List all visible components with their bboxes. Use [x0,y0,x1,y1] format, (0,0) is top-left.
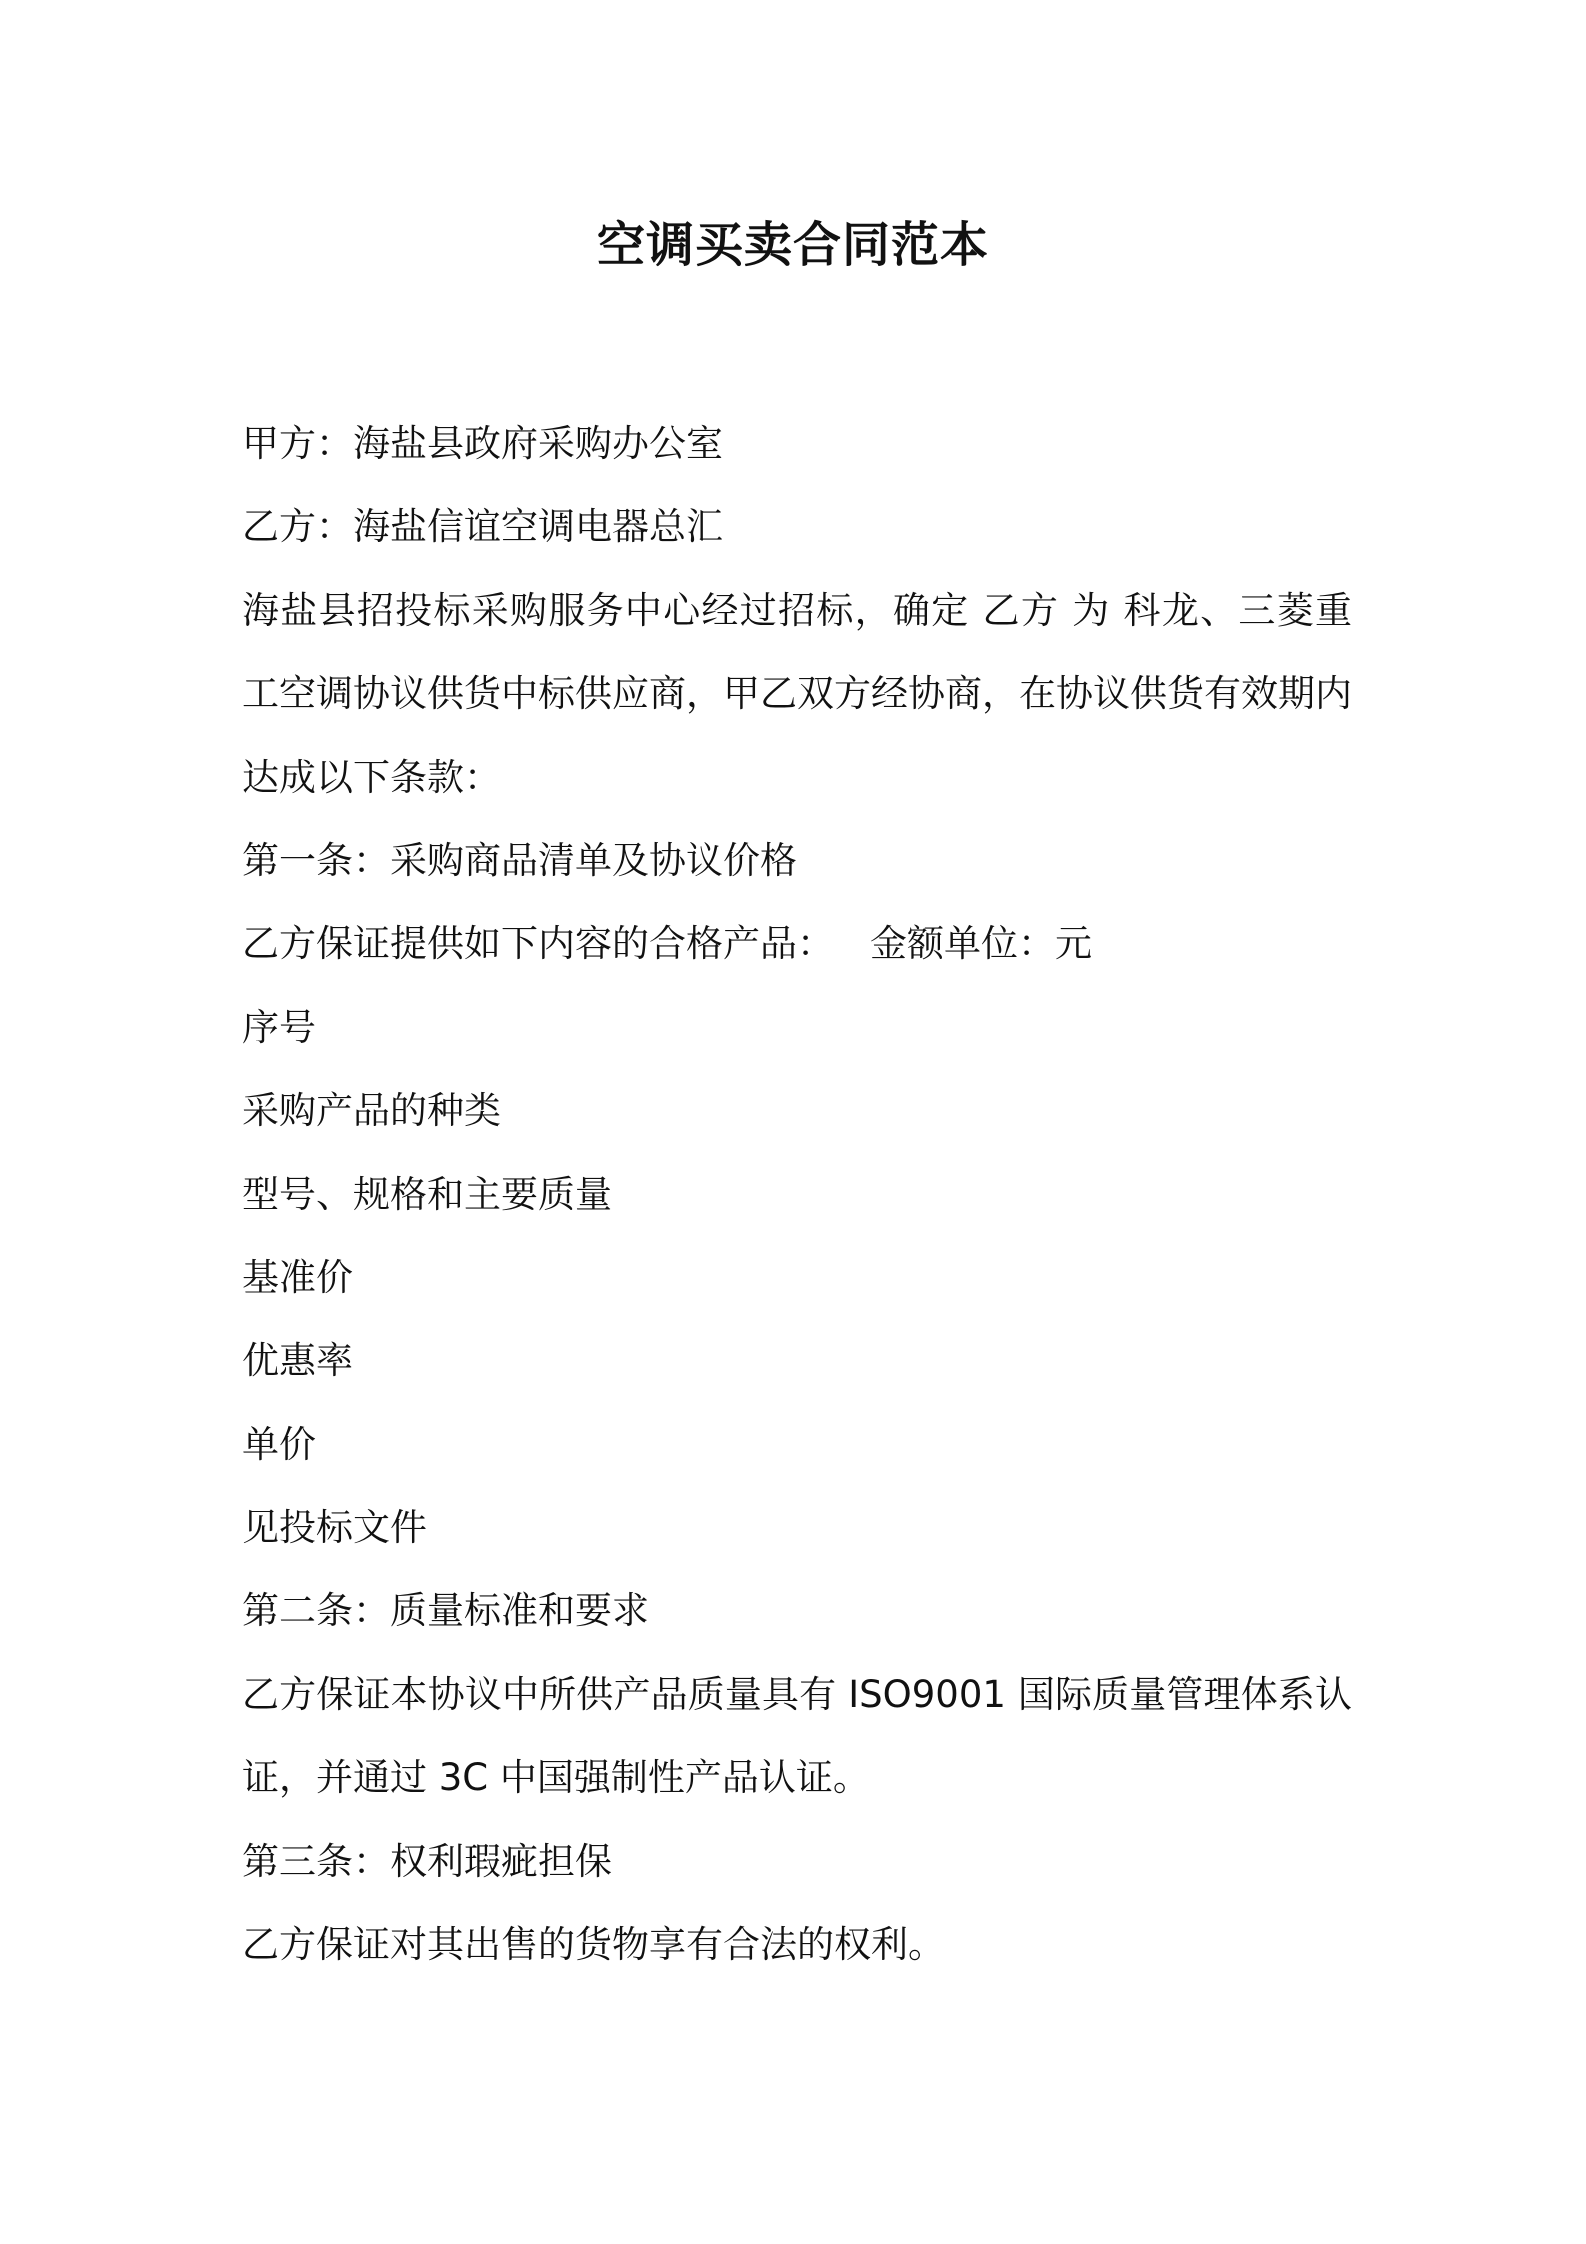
list-item-discount-rate: 优惠率 [242,1339,353,1383]
product-guarantee-text: 乙方保证提供如下内容的合格产品： [242,922,834,966]
list-item-base-price: 基准价 [242,1255,353,1299]
intro-paragraph-line-1: 海盐县招投标采购服务中心经过招标，确定 乙方 为 科龙、三菱重 [242,588,1352,632]
document-title: 空调买卖合同范本 [596,217,989,273]
article-2-paragraph-line-2: 证，并通过 3C 中国强制性产品认证。 [242,1756,870,1800]
list-item-see-bid-docs: 见投标文件 [242,1506,427,1550]
intro-paragraph-line-3: 达成以下条款： [242,755,501,799]
article-1-heading: 第一条：采购商品清单及协议价格 [242,838,797,882]
list-item-serial-number: 序号 [242,1005,316,1049]
party-a-line: 甲方：海盐县政府采购办公室 [242,422,723,465]
article-2-heading: 第二条：质量标准和要求 [242,1589,649,1633]
intro-paragraph-line-2: 工空调协议供货中标供应商，甲乙双方经协商，在协议供货有效期内 [242,672,1352,716]
article-2-paragraph-line-1: 乙方保证本协议中所供产品质量具有 ISO9001 国际质量管理体系认 [242,1672,1352,1716]
amount-unit-text: 金额单位：元 [870,922,1092,966]
document-body [242,402,1362,1986]
list-item-product-type: 采购产品的种类 [242,1089,501,1133]
article-3-paragraph: 乙方保证对其出售的货物享有合法的权利。 [242,1923,945,1967]
list-item-unit-price: 单价 [242,1422,316,1466]
product-guarantee-line [242,902,1362,985]
party-b-line: 乙方：海盐信谊空调电器总汇 [242,505,723,549]
list-item-model-spec: 型号、规格和主要质量 [242,1172,612,1216]
article-3-heading: 第三条：权利瑕疵担保 [242,1839,612,1883]
